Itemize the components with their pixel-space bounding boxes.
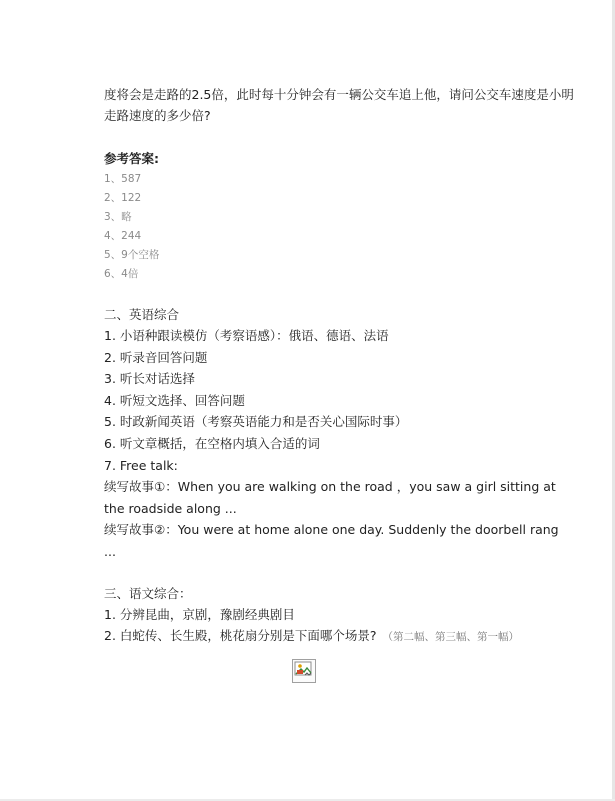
chinese-section-title: 三、语文综合：: [104, 585, 192, 601]
english-items: [104, 325, 574, 476]
question-tail-text: 度将会是走路的2.5倍，此时每十分钟会有一辆公交车追上他，请问公交车速度是小明走路速度的多少倍?: [104, 87, 574, 123]
document-body: [104, 84, 574, 649]
english-item: 3. 听长对话选择: [104, 371, 195, 387]
broken-image-icon: [292, 659, 316, 683]
answer-item: 4、244: [104, 230, 142, 242]
chinese-item-1: 1. 分辨昆曲，京剧，豫剧经典剧目: [104, 606, 295, 622]
english-item: 7. Free talk:: [104, 457, 178, 473]
answer-item: 1、587: [104, 173, 142, 185]
answer-item: 6、4倍: [104, 268, 139, 280]
english-item: 6. 听文章概括，在空格内填入合适的词: [104, 435, 320, 451]
answers-list: [104, 170, 574, 284]
answers-heading: 参考答案:: [104, 151, 159, 166]
answer-item: 5、9个空格: [104, 249, 160, 261]
story-prompt-2: 续写故事②：You were at home alone one day. Suddenly the doorbell rang ...: [104, 522, 559, 559]
story-prompt-1: 续写故事①：When you are walking on the road ，you saw a girl sitting at the roadside along ...: [104, 479, 556, 516]
answer-item: 3、略: [104, 211, 132, 223]
chinese-item-2-hint: （第二幅、第三幅、第一幅）: [382, 631, 520, 644]
answer-item: 2、122: [104, 192, 142, 204]
broken-image-glyph: [293, 660, 315, 682]
english-section-title: 二、英语综合: [104, 307, 180, 322]
english-item: 2. 听录音回答问题: [104, 349, 208, 365]
chinese-item-2: [104, 625, 574, 649]
english-item: 1. 小语种跟读模仿（考察语感）：俄语、德语、法语: [104, 328, 389, 343]
chinese-item-2-text: 2. 白蛇传、长生殿，桃花扇分别是下面哪个场景?: [104, 628, 377, 644]
english-item: 5. 时政新闻英语（考察英语能力和是否关心国际时事）: [104, 414, 408, 430]
english-item: 4. 听短文选择、回答问题: [104, 392, 245, 408]
